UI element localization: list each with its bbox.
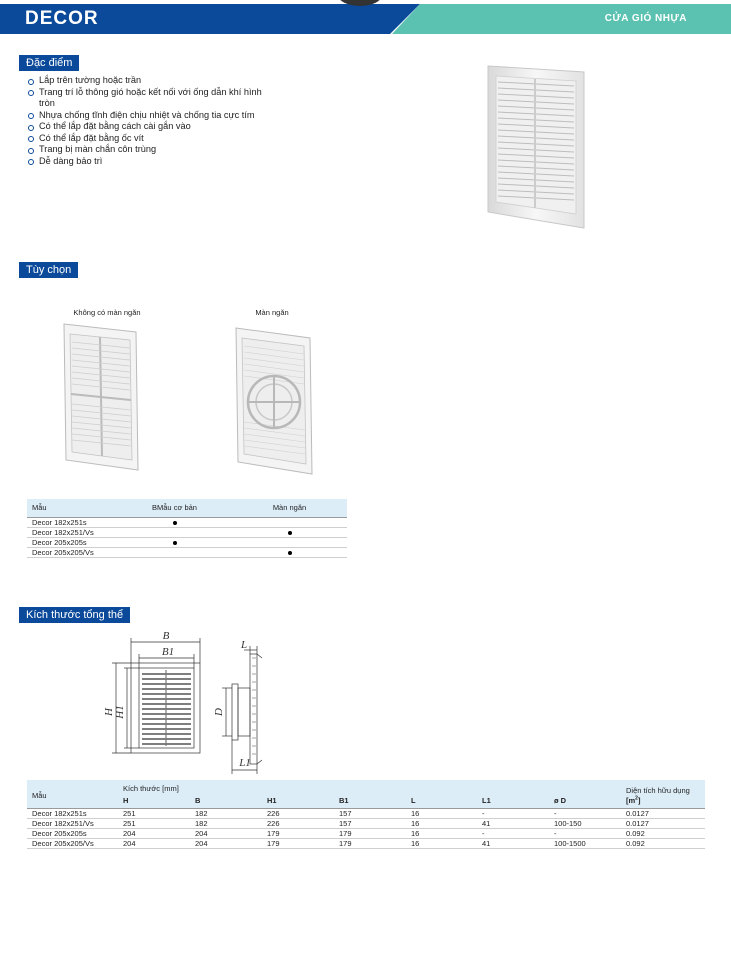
label-b: B	[162, 630, 170, 642]
column-header: Màn ngăn	[232, 499, 347, 517]
value-cell: 157	[334, 808, 406, 818]
table-row	[27, 808, 705, 818]
value-cell: -	[549, 828, 621, 838]
area-unit: [m	[626, 795, 636, 805]
value-cell: 16	[406, 818, 477, 828]
label-h1: H1	[114, 705, 126, 719]
feature-list	[27, 75, 267, 167]
feature-item: Trang bị màn chắn côn trùng	[27, 144, 267, 156]
label-l: L	[240, 639, 248, 651]
table-header-row	[27, 780, 705, 794]
feature-item: Dễ dàng bảo trì	[27, 156, 267, 168]
caption-with-screen: Màn ngăn	[255, 308, 289, 317]
availability-dot-icon	[288, 551, 292, 555]
grille-without-screen-image	[60, 322, 142, 472]
area-unit-superscript: 2	[635, 795, 638, 801]
grille-with-screen-image	[232, 326, 318, 476]
column-header: L1	[477, 794, 549, 808]
value-cell: 179	[262, 828, 334, 838]
value-cell: 16	[406, 828, 477, 838]
model-cell: Decor 205x205s	[27, 537, 117, 547]
table-header-row	[27, 794, 705, 808]
feature-item: Có thể lắp đặt bằng cách cài gắn vào	[27, 121, 267, 133]
page-title: DECOR	[25, 8, 99, 29]
value-cell: 41	[477, 818, 549, 828]
model-cell: Decor 182x251/Vs	[27, 818, 118, 828]
dimensions-table	[27, 780, 705, 849]
value-cell: -	[477, 808, 549, 818]
column-header: H1	[262, 794, 334, 808]
label-l1: L1	[239, 757, 251, 769]
model-cell: Decor 205x205/Vs	[27, 547, 117, 557]
value-cell: 179	[334, 838, 406, 848]
table-header-row	[27, 499, 347, 517]
product-photo	[480, 62, 590, 232]
column-header: ø D	[549, 794, 621, 808]
value-cell: 251	[118, 808, 190, 818]
label-d: D	[213, 708, 225, 716]
model-cell: Decor 205x205s	[27, 828, 118, 838]
model-cell: Decor 182x251s	[27, 517, 117, 527]
value-cell: 204	[190, 838, 262, 848]
value-cell: 41	[477, 838, 549, 848]
column-header: H	[118, 794, 190, 808]
basic-cell	[117, 517, 232, 527]
value-cell: 100-1500	[549, 838, 621, 848]
table-row	[27, 838, 705, 848]
availability-dot-icon	[288, 531, 292, 535]
availability-dot-icon	[173, 521, 177, 525]
value-cell: 100-150	[549, 818, 621, 828]
table-row	[27, 517, 347, 527]
value-cell: 0.0127	[621, 818, 705, 828]
column-header: Mẫu	[27, 499, 117, 517]
dimension-drawing	[100, 628, 280, 778]
feature-item: Có thể lắp đặt bằng ốc vít	[27, 133, 267, 145]
value-cell: 0.092	[621, 838, 705, 848]
model-cell: Decor 182x251s	[27, 808, 118, 818]
value-cell: 182	[190, 808, 262, 818]
screen-cell	[232, 527, 347, 537]
feature-item: Nhựa chống tĩnh điện chịu nhiệt và chống tia cực tím	[27, 110, 267, 122]
table-row	[27, 818, 705, 828]
options-table	[27, 499, 347, 558]
value-cell: 16	[406, 808, 477, 818]
label-h: H	[103, 708, 115, 716]
column-header: B1	[334, 794, 406, 808]
section-title-dimensions: Kích thước tổng thể	[19, 607, 130, 623]
screen-cell	[232, 517, 347, 527]
feature-item: Lắp trên tường hoặc trần	[27, 75, 267, 87]
value-cell: 16	[406, 838, 477, 848]
value-cell: 182	[190, 818, 262, 828]
value-cell: 204	[190, 828, 262, 838]
column-header: BMẫu cơ bản	[117, 499, 232, 517]
column-header: B	[190, 794, 262, 808]
table-row	[27, 527, 347, 537]
model-cell: Decor 182x251/Vs	[27, 527, 117, 537]
section-title-options: Tùy chọn	[19, 262, 78, 278]
value-cell: 204	[118, 838, 190, 848]
value-cell: 179	[334, 828, 406, 838]
column-header: Mẫu	[27, 780, 118, 808]
value-cell: 226	[262, 818, 334, 828]
value-cell: 157	[334, 818, 406, 828]
value-cell: 226	[262, 808, 334, 818]
feature-item: Trang trí lỗ thông gió hoặc kết nối với ống dẫn khí hình tròn	[27, 87, 267, 110]
value-cell: 0.0127	[621, 808, 705, 818]
table-row	[27, 828, 705, 838]
availability-dot-icon	[173, 541, 177, 545]
screen-cell	[232, 547, 347, 557]
basic-cell	[117, 547, 232, 557]
label-b1: B1	[161, 646, 175, 658]
screen-cell	[232, 537, 347, 547]
value-cell: 204	[118, 828, 190, 838]
value-cell: 179	[262, 838, 334, 848]
basic-cell	[117, 527, 232, 537]
area-unit-close: ]	[637, 795, 641, 805]
basic-cell	[117, 537, 232, 547]
value-cell: 0.092	[621, 828, 705, 838]
column-header	[621, 780, 705, 808]
value-cell: -	[549, 808, 621, 818]
value-cell: -	[477, 828, 549, 838]
caption-without-screen: Không có màn ngăn	[73, 308, 141, 317]
area-header: Diện tích hữu dụng	[626, 786, 690, 795]
table-row	[27, 537, 347, 547]
section-title-features: Đặc điểm	[19, 55, 79, 71]
column-group-header: Kích thước [mm]	[118, 780, 621, 794]
column-header: L	[406, 794, 477, 808]
value-cell: 251	[118, 818, 190, 828]
model-cell: Decor 205x205/Vs	[27, 838, 118, 848]
table-row	[27, 547, 347, 557]
product-category: CỬA GIÓ NHỰA	[604, 13, 687, 24]
